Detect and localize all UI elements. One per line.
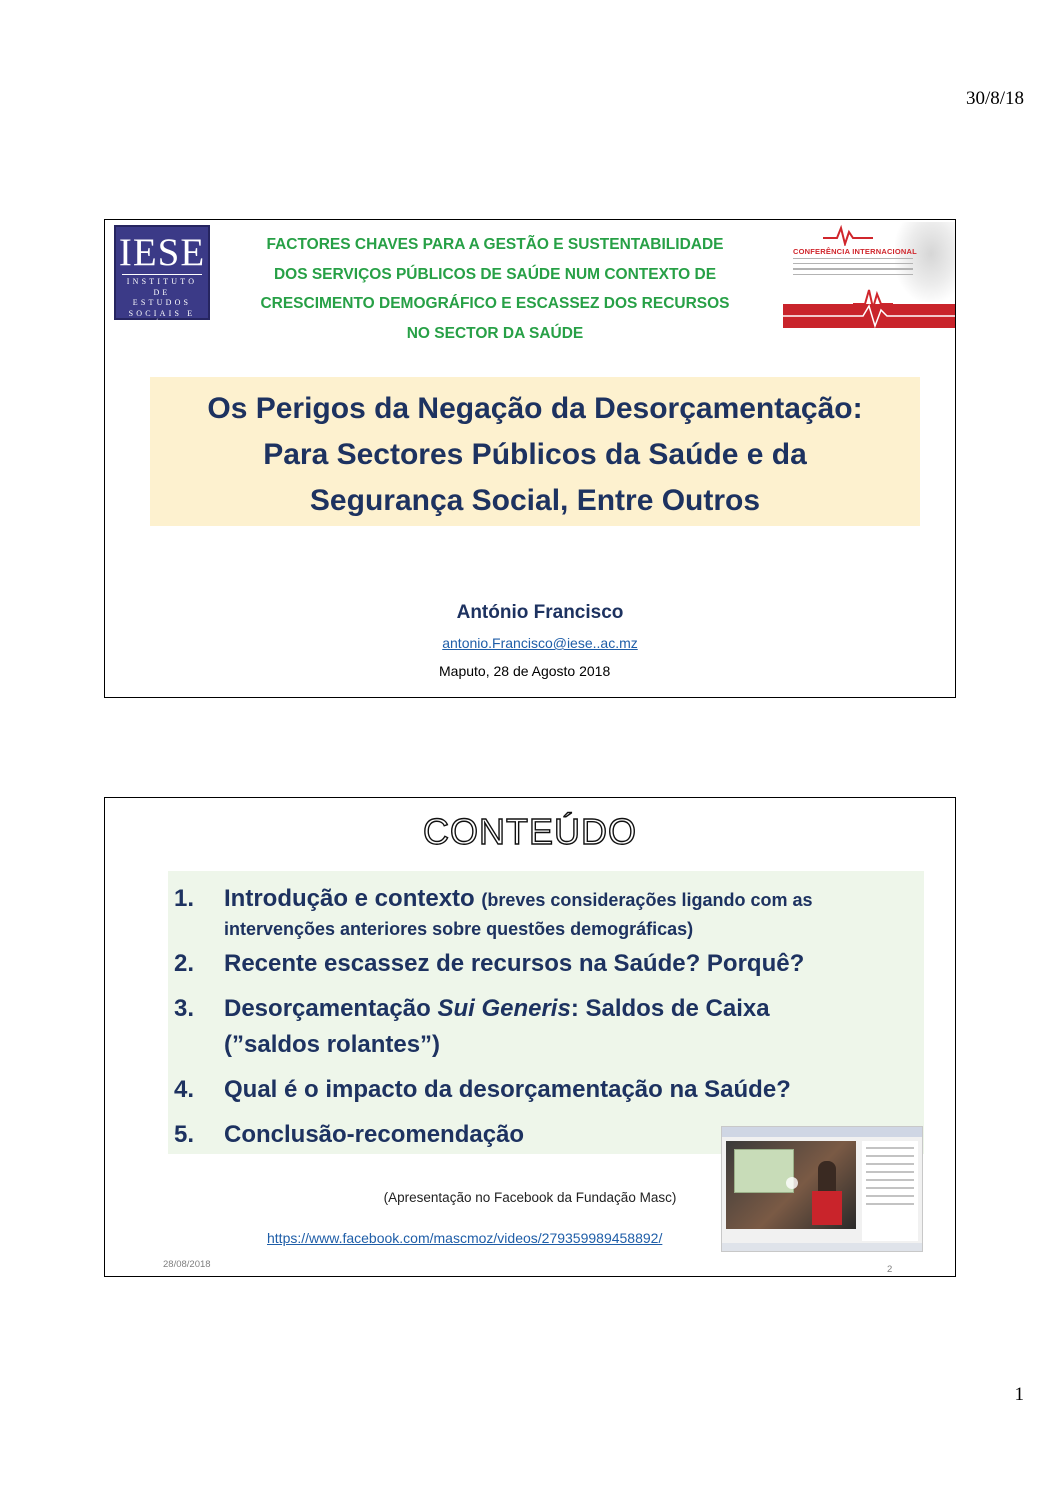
contents-item: 3. Desorçamentação Sui Generis: Saldos de Caixa (”saldos rolantes”) [174,995,770,1058]
slide-footer-number: 2 [887,1264,893,1275]
play-icon[interactable] [786,1177,798,1189]
slide-1 [104,219,956,698]
conference-logo-text-lines [793,258,913,279]
contents-item-note: (breves considerações ligando com as [481,890,813,910]
presentation-title-line: Segurança Social, Entre Outros [309,484,761,517]
contents-item: 4. Qual é o impacto da desorçamentação na Saúde? [174,1076,791,1103]
contents-list [174,881,914,1162]
event-header-line: NO SECTOR DA SAÚDE [406,324,584,342]
heartbeat-icon [823,224,873,246]
facebook-video-link[interactable]: https://www.facebook.com/mascmoz/videos/279359989458892/ [267,1230,663,1246]
contents-item-note: intervenções anteriores sobre questões demográficas) [224,919,694,939]
conference-logo-title: CONFERÊNCIA INTERNACIONAL [793,247,917,256]
browser-bar [722,1127,922,1137]
event-header-line: CRESCIMENTO DEMOGRÁFICO E ESCASSEZ DOS RECURSOS [260,295,730,312]
contents-item: 1. Introdução e contexto (breves considerações ligando com as intervenções anteriores sobre questões demográficas) [174,881,914,942]
author-name: António Francisco [456,602,624,623]
slide-2 [104,797,956,1277]
iese-logo-line: SOCIAIS E [128,308,196,318]
event-header-line: FACTORES CHAVES PARA A GESTÃO E SUSTENTABILIDADE [266,236,724,253]
iese-logo-line: ESTUDOS [132,298,192,307]
video-caption: (Apresentação no Facebook da Fundação Masc) [383,1190,677,1205]
presentation-title [150,386,920,524]
contents-heading: CONTEÚDO [423,811,637,852]
iese-logo-line: INSTITUTO DE [126,277,198,297]
iese-logo-abbr: IESE [118,231,206,274]
page-number: 1 [1014,1384,1024,1405]
conference-logo [783,222,955,328]
slide-footer-date: 28/08/2018 [163,1259,211,1270]
presentation-title-box [150,377,920,526]
presentation-title-line: Os Perigos da Negação da Desorçamentação: [207,392,863,425]
heartbeat-line-icon [783,304,955,328]
projector-screen [734,1149,794,1193]
contents-item: 5. Conclusão-recomendação [174,1121,525,1148]
event-header [225,230,765,348]
event-header-line: DOS SERVIÇOS PÚBLICOS DE SAÚDE NUM CONTEXTO DE [273,265,717,283]
contents-item: 2. Recente escassez de recursos na Saúde? Porquê? [174,950,805,977]
contents-box [168,871,924,1154]
iese-logo [114,225,210,328]
place-date: Maputo, 28 de Agosto 2018 [439,663,611,679]
author-email-link[interactable]: antonio.Francisco@iese..ac.mz [442,635,638,651]
presentation-title-line: Para Sectores Públicos da Saúde e da [263,438,807,471]
video-frame[interactable] [726,1141,856,1229]
facebook-video-thumbnail[interactable] [721,1126,923,1252]
iese-logo-line: ECONÓMICOS [119,319,205,328]
conference-logo-band [783,304,955,328]
taskbar [722,1243,922,1251]
page-date: 30/8/18 [965,88,1024,109]
